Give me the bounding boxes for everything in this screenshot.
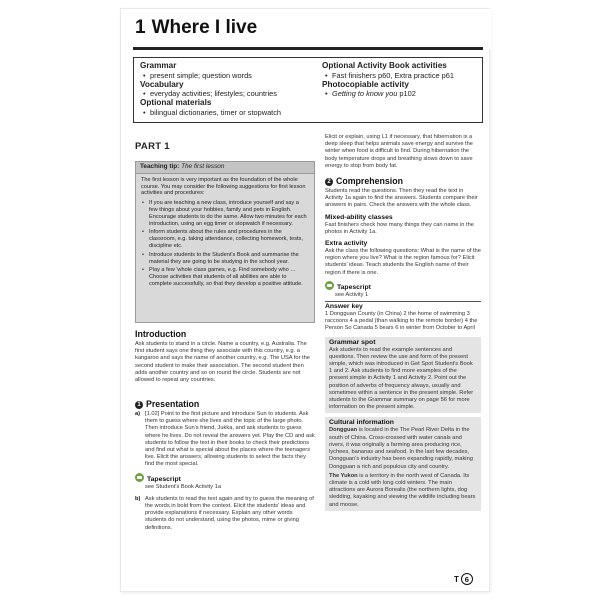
comprehension-heading: Comprehension <box>336 176 403 187</box>
photocopiable-title: Getting to know you <box>332 89 398 98</box>
cultural-info-box <box>325 417 481 510</box>
introduction-heading: Introduction <box>135 329 187 339</box>
presentation-heading-row <box>135 399 315 409</box>
overview-item: • Fast finishers p60, Extra practice p61 <box>322 71 482 80</box>
tapescript-label: Tapescript <box>337 283 371 291</box>
page-number: 6 <box>461 573 473 585</box>
teaching-tip-header <box>136 162 314 174</box>
overview-heading-grammar: Grammar <box>140 61 177 70</box>
teaching-tip-body <box>136 174 314 292</box>
folio-prefix: T <box>454 575 459 584</box>
grammar-spot-heading: Grammar spot <box>329 338 376 346</box>
unit-title-text: Where I live <box>151 17 258 38</box>
introduction-section <box>135 329 315 384</box>
cultural-info-p1 <box>329 427 477 470</box>
overview-right-column <box>322 61 482 98</box>
presentation-b-text: Ask students to read the text again and try to guess the meaning of the words in bold from the context. Elicit the students' ideas and provide explanations if necessary. Explain any other words students do not understand, using the photos, mime or giving definitions. <box>145 495 314 531</box>
overview-heading-activity-book: Optional Activity Book activities <box>322 61 447 70</box>
part-heading: PART 1 <box>135 141 170 152</box>
extra-activity-heading: Extra activity <box>325 240 368 248</box>
presentation-section <box>135 399 315 532</box>
overview-heading-vocabulary: Vocabulary <box>140 79 184 89</box>
title-underline <box>133 47 483 50</box>
unit-number: 1 <box>135 17 146 38</box>
cultural-info-p2-bold: The Yukon <box>329 472 358 479</box>
teaching-tip-item: • If you are teaching a new class, introduce yourself and say a few things about your hobbies, family and pets in English. Encourage students to do the same. Allow two minutes for each introduction, using an egg timer or stopwatch if necessary. <box>141 200 309 227</box>
tapescript-ref: see Student's Book Activity 1a <box>145 483 222 490</box>
grammar-spot-box <box>325 337 481 414</box>
overview-heading-photocopiable: Photocopiable activity <box>322 79 409 89</box>
cultural-info-p1-text: is located in the The Pearl River Delta in the south of China. Cross-crossed with water canals and rivers, it was originally a farming area producing rice, lychees, bananas and seafood. In the last few decades, Dongguan's industry has been expanding rapidly, making Dongguan a rich and populous city and country. <box>329 427 473 470</box>
presentation-heading: Presentation <box>146 399 200 409</box>
cultural-info-p1-bold: Dongguan <box>329 427 358 434</box>
teaching-tip-item: • Play a few 'whole class games, e.g. Find somebody who … Choose activities that students of all abilities are able to complete successfully, so that they develop a positive attitude. <box>141 267 309 287</box>
tapescript-heading-row <box>325 281 481 292</box>
unit-title <box>135 17 257 39</box>
teaching-tip-title: The first lesson <box>181 163 225 170</box>
extra-activity-text: Ask the class the following questions: What is the name of the region where you live? What is the region famous for? Elicit students' ideas. Teach students the English name of their region if there is one. <box>325 248 481 276</box>
teaching-tip-label: Teaching tip: <box>140 163 180 170</box>
comprehension-text: Students read the questions. Then they read the text in Activity 1a again to find the answers. Students compare their answers in pairs. Check the answers with the whole class. <box>325 188 478 209</box>
cultural-info-p2 <box>329 473 477 509</box>
item-label-a: a) <box>135 411 141 417</box>
answer-key-heading: Answer key <box>325 303 363 311</box>
overview-heading-materials: Optional materials <box>140 98 212 107</box>
tapescript-label: Tapescript <box>147 475 181 483</box>
presentation-b <box>135 496 315 532</box>
comprehension-heading-row <box>325 176 481 186</box>
section-number-icon: 1 <box>135 401 143 409</box>
cultural-info-p2-text: is a territory in the north west of Canada. Its climate is a cold with long cold winters. The main attractions are Aurora Borealis (the northern lights, dog sledding, kayaking and viewing the wildlife including bears and moose. <box>329 472 476 508</box>
tapescript-heading-row <box>135 473 315 484</box>
cd-icon <box>325 281 334 290</box>
answer-key-text: 1 Dongguan County (in China) 2 the home of swimming 3 raccoons 4 a pedal (than walking to the remote border) 4 the Person So Canada 5 bears 6 in winter from October to April <box>325 311 478 332</box>
cd-icon <box>135 473 144 482</box>
mixed-ability-heading: Mixed-ability classes <box>325 213 393 221</box>
overview-item: • everyday activities; lifestyles; countries <box>140 89 320 98</box>
overview-item <box>322 89 482 98</box>
teaching-tip-intro: The first lesson is very important as the foundation of the whole course. You may consider the following suggestions for first lesson activities and procedures: <box>141 176 306 197</box>
unit-overview-box <box>133 57 483 123</box>
overview-item: • bilingual dictionaries, timer or stopwatch <box>140 108 320 117</box>
divider <box>325 301 481 302</box>
overview-left-column <box>140 61 320 117</box>
page-folio <box>454 573 473 585</box>
presentation-a-text: [1.02] Point to the first picture and introduce Sun to students. Ask them to guess where she lives and the topic of the large photo. Then introduce Sun's friend, Jukka, and ask students to guess where he lives. Do not reveal the answers yet. Play the CD and ask students to follow the text in their books to check their predictions and find out what is special about the places where the teenagers live. Elicit the answers, allowing students to select the facts they find the most special. <box>145 411 315 468</box>
overview-item: • present simple; question words <box>140 71 320 80</box>
unit-title-bar <box>121 9 491 49</box>
tapescript-ref: see Activity 1 <box>335 291 369 298</box>
teaching-tip-box <box>135 161 315 323</box>
grammar-spot-text: Ask students to read the example sentences and questions. Then review the use and form of the present simple, which was introduced in Get Spot Student's Book 1 and 2. Ask students to find more examples of the present simple in Activity 1 and Activity 2. Point out the position of adverbs of frequency always, usually and sometimes within a sentence in the present simple. Refer students to the Grammar summary on page 56 for more information on the present simple. <box>329 346 474 411</box>
item-label-b: b) <box>135 495 141 502</box>
right-column <box>325 134 481 511</box>
hibernation-text: Elicit or explain, using L1 if necessary, that hibernation is a deep sleep that helps animals save energy and survive the winter when food is difficult to find. During hibernation the body temperature drops and breathing slows down to save energy to stop from body fat. <box>325 134 473 169</box>
cultural-info-heading: Cultural information <box>329 419 394 427</box>
introduction-text: Ask students to stand in a circle. Name a country, e.g. Australia. The first student says one thing they associate with this country, e.g. a kangaroo and says the name of another country, e.g. The USA for the second student to make their association. The second student then adds another country and so on round the circle. Students are not allowed to repeat any countries. <box>135 341 310 384</box>
teaching-tip-item: • Introduce students to the Student's Book and summarise the material they are going to be studying in the school year. <box>141 252 309 266</box>
section-number-icon: 2 <box>325 178 333 186</box>
presentation-a <box>135 411 315 469</box>
textbook-page <box>120 8 490 592</box>
mixed-ability-text: Fast finishers check how many things they can name in the photos in Activity 1a. <box>325 221 474 235</box>
teaching-tip-item: • Inform students about the rules and procedures in the classroom, e.g. taking attendance, collecting homework, tests, discipline etc. <box>141 229 309 249</box>
photocopiable-page: p102 <box>397 89 416 98</box>
